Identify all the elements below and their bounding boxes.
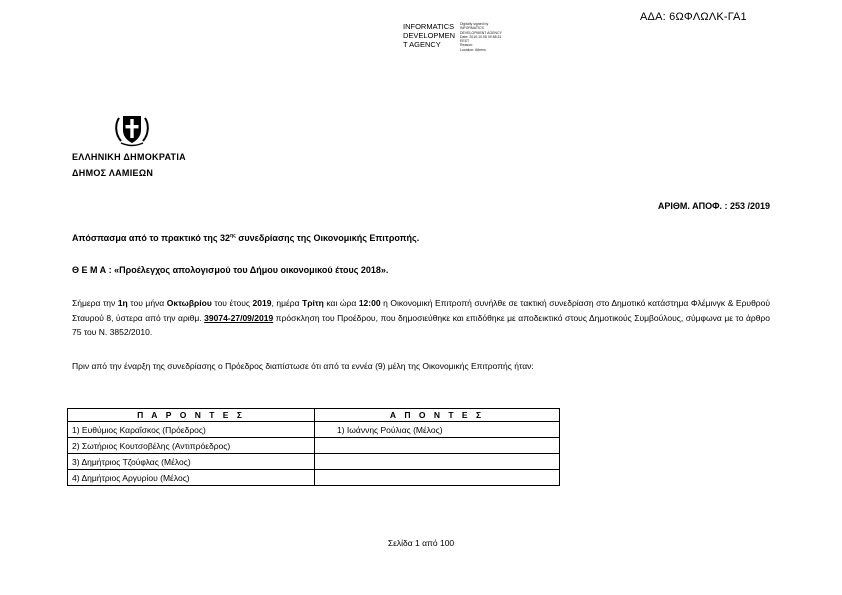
table-header-row	[68, 409, 560, 422]
stamp-detail: DEVELOPMENT AGENCY	[460, 30, 502, 35]
ada-code: ΑΔΑ: 6ΩΦΛΩΛΚ-ΓΑ1	[640, 11, 747, 23]
present-member: 1) Ευθύμιος Καραΐσκος (Πρόεδρος)	[68, 422, 315, 438]
absent-member: 1) Ιωάννης Ρούλιας (Μέλος)	[315, 422, 560, 438]
meeting-weekday: Τρίτη	[302, 298, 324, 308]
stamp-signer	[403, 22, 455, 49]
stamp-line: T AGENCY	[403, 40, 441, 49]
para-text: η Οικονομική Επιτροπή συνήλθε σε τακτική συνεδρίαση στο Δημοτικό κατάστημα Φλέμινγκ & Ερυθρού Σταυρού 8, ύστερα από την αριθμ.	[72, 298, 771, 323]
meeting-day: 1η	[117, 298, 128, 308]
stamp-detail: Date: 2019.10.08 09:58:31	[460, 34, 502, 39]
digital-signature-stamp	[403, 22, 533, 62]
page-number: Σελίδα 1 από 100	[387, 538, 455, 548]
attendance-table	[67, 408, 560, 486]
present-member: 4) Δημήτριος Αργυρίου (Μέλος)	[68, 470, 315, 486]
stamp-detail: EEST	[460, 39, 470, 44]
present-member: 2) Σωτήριος Κουτσοβέλης (Αντιπρόεδρος)	[68, 438, 315, 454]
absent-member	[315, 470, 560, 486]
greek-coat-of-arms-icon	[113, 110, 151, 148]
stamp-line: INFORMATICS	[403, 22, 455, 31]
absent-member	[315, 454, 560, 470]
stamp-detail: Reason:	[460, 43, 474, 48]
meeting-month: Οκτωβρίου	[166, 298, 212, 308]
stamp-detail: Location: Athens	[460, 47, 486, 52]
table-row	[68, 438, 560, 454]
meeting-year: 2019	[252, 298, 272, 308]
para-text: , ημέρα	[271, 298, 303, 308]
excerpt-text: Απόσπασμα από το πρακτικό της 32	[72, 233, 231, 243]
table-row	[68, 422, 560, 438]
excerpt-text: συνεδρίασης της Οικονομικής Επιτροπής.	[235, 233, 420, 243]
decision-number: ΑΡΙΘΜ. ΑΠΟΦ. : 253 /2019	[657, 201, 770, 211]
table-row	[68, 470, 560, 486]
excerpt-line	[72, 233, 419, 243]
meeting-paragraph	[72, 296, 770, 340]
stamp-details	[460, 22, 502, 52]
stamp-detail: INFORMATICS	[460, 26, 484, 31]
subject-line: Θ Ε Μ Α : «Προέλεγχος απολογισμού του Δήμου οικονομικού έτους 2018».	[72, 265, 389, 275]
excerpt-superscript: ης	[230, 233, 236, 239]
stamp-detail: Digitally signed by	[460, 22, 489, 26]
absent-header: Α Π Ο Ν Τ Ε Σ	[315, 409, 560, 422]
quorum-paragraph: Πριν από την έναρξη της συνεδρίασης ο Πρόεδρος διαπίστωσε ότι από τα εννέα (9) μέλη της Οικονομικής Επιτροπής ήταν:	[72, 361, 534, 371]
para-text: και ώρα	[323, 298, 359, 308]
country-name: ΕΛΛΗΝΙΚΗ ΔΗΜΟΚΡΑΤΙΑ	[72, 152, 186, 162]
table-row	[68, 454, 560, 470]
para-text: πρόσκληση του Προέδρου, που δημοσιεύθηκε και επιδόθηκε με αποδεικτικό στους Δημοτικούς Συμβούλους, σύμφωνα με το άρθρο 75 του Ν. 3852/2010.	[72, 312, 770, 337]
present-header: Π Α Ρ Ο Ν Τ Ε Σ	[68, 409, 315, 422]
stamp-line: DEVELOPMEN	[403, 31, 456, 40]
absent-member	[315, 438, 560, 454]
para-text: του μήνα	[127, 298, 167, 308]
para-text: του έτους	[211, 298, 253, 308]
invitation-number: 39074-27/09/2019	[204, 312, 274, 323]
municipality-name: ΔΗΜΟΣ ΛΑΜΙΕΩΝ	[72, 168, 154, 178]
meeting-time: 12:00	[358, 298, 381, 308]
para-text: Σήμερα την	[72, 298, 118, 308]
present-member: 3) Δημήτριος Τζούφλας (Μέλος)	[68, 454, 315, 470]
